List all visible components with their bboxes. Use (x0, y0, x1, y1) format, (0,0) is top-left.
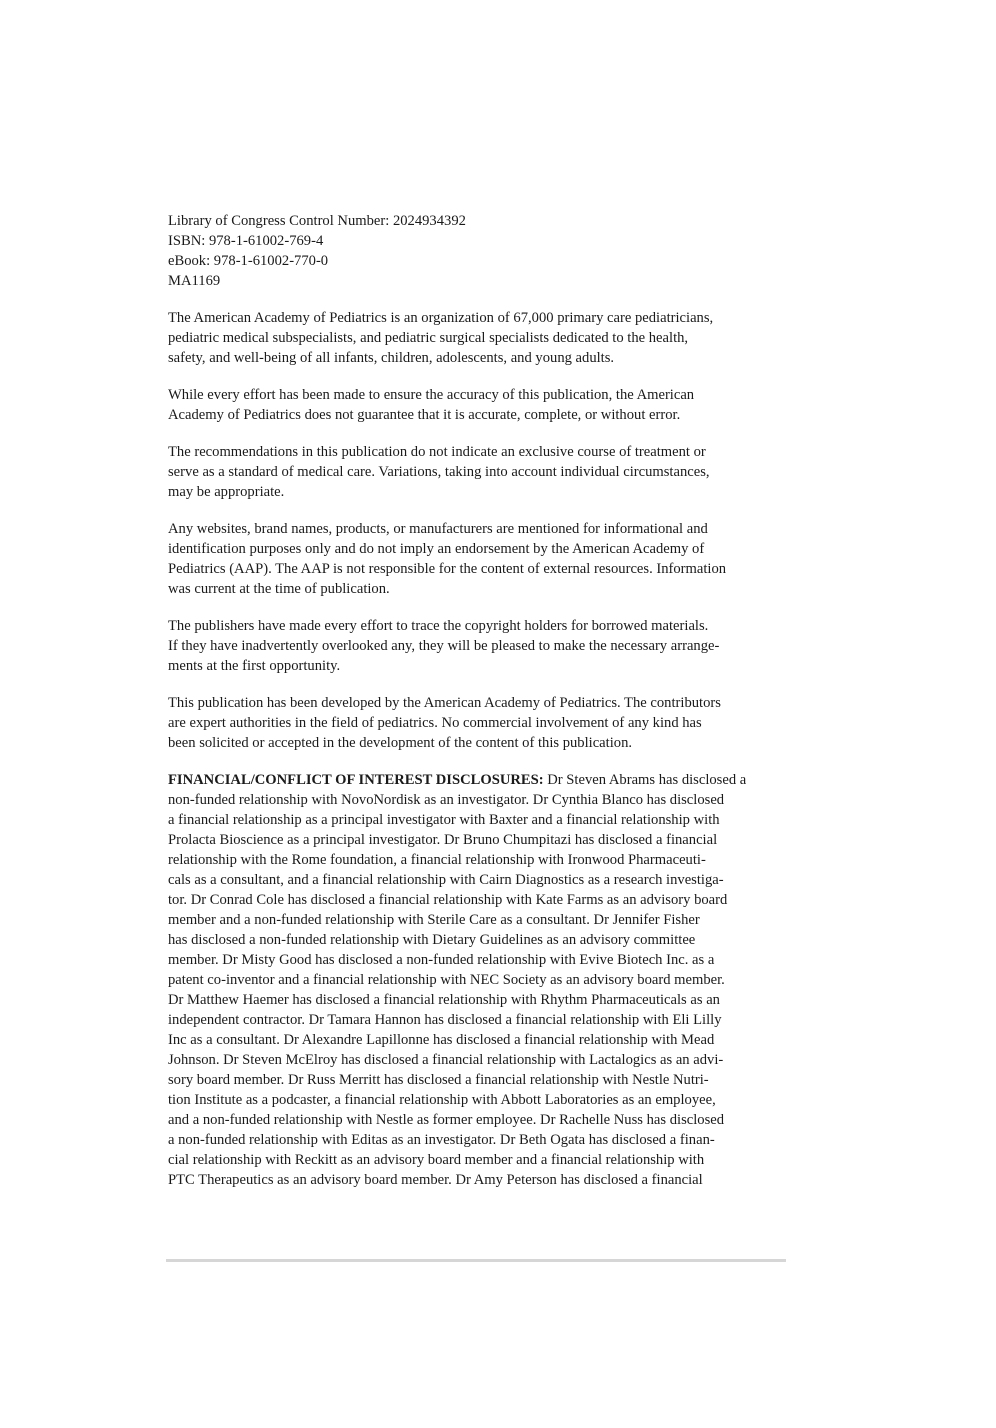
endorsement-disclaimer-paragraph (168, 519, 786, 599)
product-code-line: MA1169 (168, 273, 221, 289)
paragraph-line: may be appropriate. (168, 484, 285, 500)
paragraph-line: This publication has been developed by the American Academy of Pediatrics. The contributors (168, 695, 721, 711)
paragraph-line: and a non-funded relationship with Nestle as former employee. Dr Rachelle Nuss has disclosed (168, 1112, 725, 1128)
paragraph-line: a financial relationship as a principal investigator with Baxter and a financial relationship with (168, 812, 720, 828)
paragraph-line: sory board member. Dr Russ Merritt has disclosed a financial relationship with Nestle Nutri- (168, 1072, 709, 1088)
paragraph-line: independent contractor. Dr Tamara Hannon has disclosed a financial relationship with Eli Lilly (168, 1012, 722, 1028)
paragraph-line: was current at the time of publication. (168, 581, 390, 597)
paragraph-line: non-funded relationship with NovoNordisk as an investigator. Dr Cynthia Blanco has disclosed (168, 792, 725, 808)
paragraph-line: cial relationship with Reckitt as an advisory board member and a financial relationship with (168, 1152, 705, 1168)
paragraph-line: Pediatrics (AAP). The AAP is not responsible for the content of external resources. Information (168, 561, 727, 577)
paragraph-line: identification purposes only and do not imply an endorsement by the American Academy of (168, 541, 705, 557)
paragraph-line: Academy of Pediatrics does not guarantee that it is accurate, complete, or without error. (168, 407, 681, 423)
disclosures-first-line (168, 770, 786, 790)
paragraph-line: member. Dr Misty Good has disclosed a non-funded relationship with Evive Biotech Inc. as a (168, 952, 715, 968)
paragraph-line: patent co-inventor and a financial relationship with NEC Society as an advisory board member. (168, 972, 725, 988)
publication-metadata (168, 211, 786, 291)
footer-rule (166, 1259, 786, 1262)
paragraph-line: serve as a standard of medical care. Variations, taking into account individual circumstances, (168, 464, 710, 480)
paragraph-line: member and a non-funded relationship with Sterile Care as a consultant. Dr Jennifer Fisher (168, 912, 700, 928)
paragraph-line: a non-funded relationship with Editas as an investigator. Dr Beth Ogata has disclosed a finan- (168, 1132, 715, 1148)
development-statement-paragraph (168, 693, 786, 753)
paragraph-line: cals as a consultant, and a financial relationship with Cairn Diagnostics as a research investiga- (168, 872, 724, 888)
paragraph-line: relationship with the Rome foundation, a financial relationship with Ironwood Pharmaceuti- (168, 852, 706, 868)
paragraph-line: tor. Dr Conrad Cole has disclosed a financial relationship with Kate Farms as an advisory board (168, 892, 728, 908)
recommendations-disclaimer-paragraph (168, 442, 786, 502)
paragraph-line: safety, and well-being of all infants, children, adolescents, and young adults. (168, 350, 615, 366)
isbn-line: ISBN: 978-1-61002-769-4 (168, 233, 324, 249)
lccn-line: Library of Congress Control Number: 2024934392 (168, 213, 466, 229)
paragraph-line: PTC Therapeutics as an advisory board member. Dr Amy Peterson has disclosed a financial (168, 1172, 703, 1188)
paragraph-line: are expert authorities in the field of pediatrics. No commercial involvement of any kind has (168, 715, 702, 731)
copyright-holders-paragraph (168, 616, 786, 676)
aap-description-paragraph (168, 308, 786, 368)
paragraph-line: pediatric medical subspecialists, and pediatric surgical specialists dedicated to the health, (168, 330, 689, 346)
paragraph-line: ments at the first opportunity. (168, 658, 341, 674)
paragraph-line: tion Institute as a podcaster, a financial relationship with Abbott Laboratories as an employee, (168, 1092, 716, 1108)
disclosures-first-line-text: Dr Steven Abrams has disclosed a (543, 772, 747, 788)
accuracy-disclaimer-paragraph (168, 385, 786, 425)
paragraph-line: Any websites, brand names, products, or manufacturers are mentioned for informational and (168, 521, 708, 537)
paragraph-line: been solicited or accepted in the development of the content of this publication. (168, 735, 633, 751)
paragraph-line: The American Academy of Pediatrics is an organization of 67,000 primary care pediatricians, (168, 310, 714, 326)
paragraph-line: Dr Matthew Haemer has disclosed a financial relationship with Rhythm Pharmaceuticals as an (168, 992, 720, 1008)
paragraph-line: The publishers have made every effort to trace the copyright holders for borrowed materials. (168, 618, 709, 634)
paragraph-line: Johnson. Dr Steven McElroy has disclosed a financial relationship with Lactalogics as an advi- (168, 1052, 724, 1068)
paragraph-line: If they have inadvertently overlooked any, they will be pleased to make the necessary arrange- (168, 638, 720, 654)
financial-disclosures-paragraph (168, 770, 786, 1190)
paragraph-line: Prolacta Bioscience as a principal investigator. Dr Bruno Chumpitazi has disclosed a financial (168, 832, 718, 848)
paragraph-line: The recommendations in this publication do not indicate an exclusive course of treatment or (168, 444, 706, 460)
paragraph-line: has disclosed a non-funded relationship with Dietary Guidelines as an advisory committee (168, 932, 696, 948)
paragraph-line: While every effort has been made to ensure the accuracy of this publication, the American (168, 387, 695, 403)
paragraph-line: Inc as a consultant. Dr Alexandre Lapillonne has disclosed a financial relationship with Mead (168, 1032, 715, 1048)
ebook-isbn-line: eBook: 978-1-61002-770-0 (168, 253, 329, 269)
copyright-page (168, 211, 786, 1207)
disclosures-heading: FINANCIAL/CONFLICT OF INTEREST DISCLOSURES: (168, 772, 544, 788)
